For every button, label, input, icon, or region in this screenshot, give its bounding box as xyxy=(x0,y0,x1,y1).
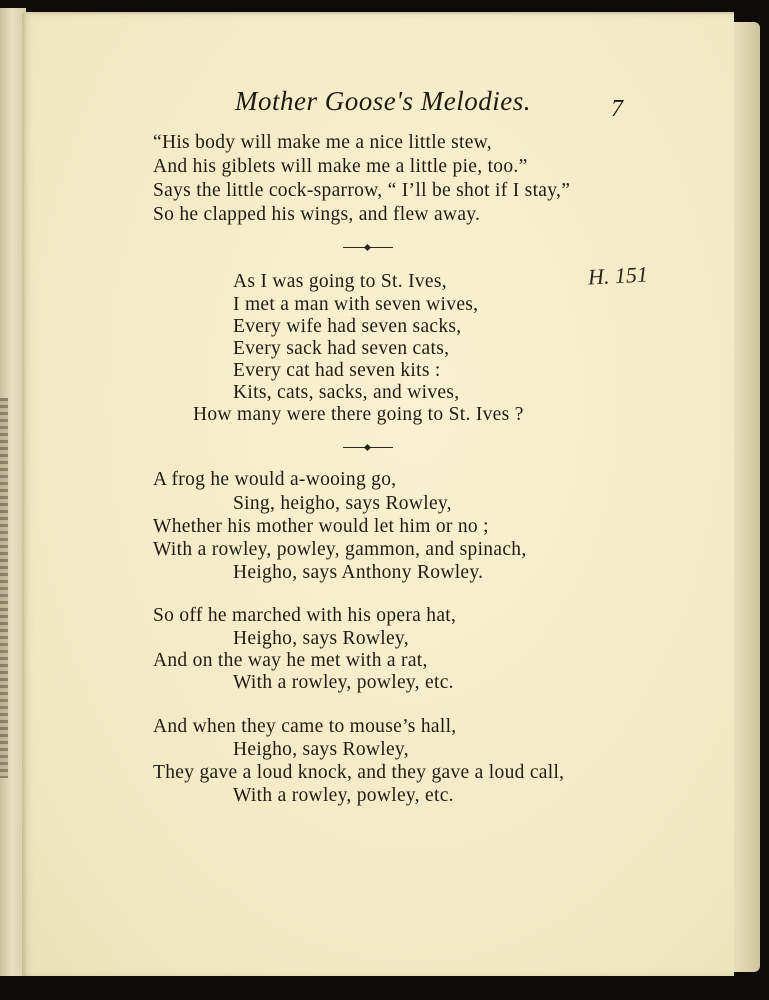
facing-page-illustration-edge xyxy=(0,398,8,778)
poem-line: How many were there going to St. Ives ? xyxy=(193,404,524,425)
poem-line: As I was going to St. Ives, xyxy=(233,271,447,292)
poem-line: A frog he would a-wooing go, xyxy=(153,469,397,490)
running-head: Mother Goose's Melodies. xyxy=(235,86,531,116)
poem-line: Says the little cock-sparrow, “ I’ll be shot if I stay,” xyxy=(153,180,571,201)
poem-line: With a rowley, powley, gammon, and spinach, xyxy=(153,539,527,560)
poem-line: And his giblets will make me a little pie, too.” xyxy=(153,156,528,177)
poem-line: Sing, heigho, says Rowley, xyxy=(233,493,452,514)
poem-line: With a rowley, powley, etc. xyxy=(233,672,454,693)
poem-line: Every wife had seven sacks, xyxy=(233,316,462,337)
poem-line: So off he marched with his opera hat, xyxy=(153,605,457,626)
poem-line: I met a man with seven wives, xyxy=(233,294,479,315)
poem-line: Every sack had seven cats, xyxy=(233,338,450,359)
poem-line: With a rowley, powley, etc. xyxy=(233,785,454,806)
poem-line: Whether his mother would let him or no ; xyxy=(153,516,489,537)
page-number: 7 xyxy=(611,96,623,122)
poem-line: “His body will make me a nice little stew, xyxy=(153,132,492,153)
poem-line: So he clapped his wings, and flew away. xyxy=(153,204,481,225)
poem-line: Heigho, says Rowley, xyxy=(233,739,409,760)
handwritten-marginal-note: H. 151 xyxy=(587,261,649,290)
poem-line: And when they came to mouse’s hall, xyxy=(153,716,457,737)
poem-line: Heigho, says Anthony Rowley. xyxy=(233,562,484,583)
poem-line: Heigho, says Rowley, xyxy=(233,628,409,649)
section-divider xyxy=(343,447,393,448)
poem-line: They gave a loud knock, and they gave a loud call, xyxy=(153,762,565,783)
poem-line: Kits, cats, sacks, and wives, xyxy=(233,382,460,403)
poem-line: Every cat had seven kits : xyxy=(233,360,441,381)
section-divider xyxy=(343,247,393,248)
poem-line: And on the way he met with a rat, xyxy=(153,650,428,671)
